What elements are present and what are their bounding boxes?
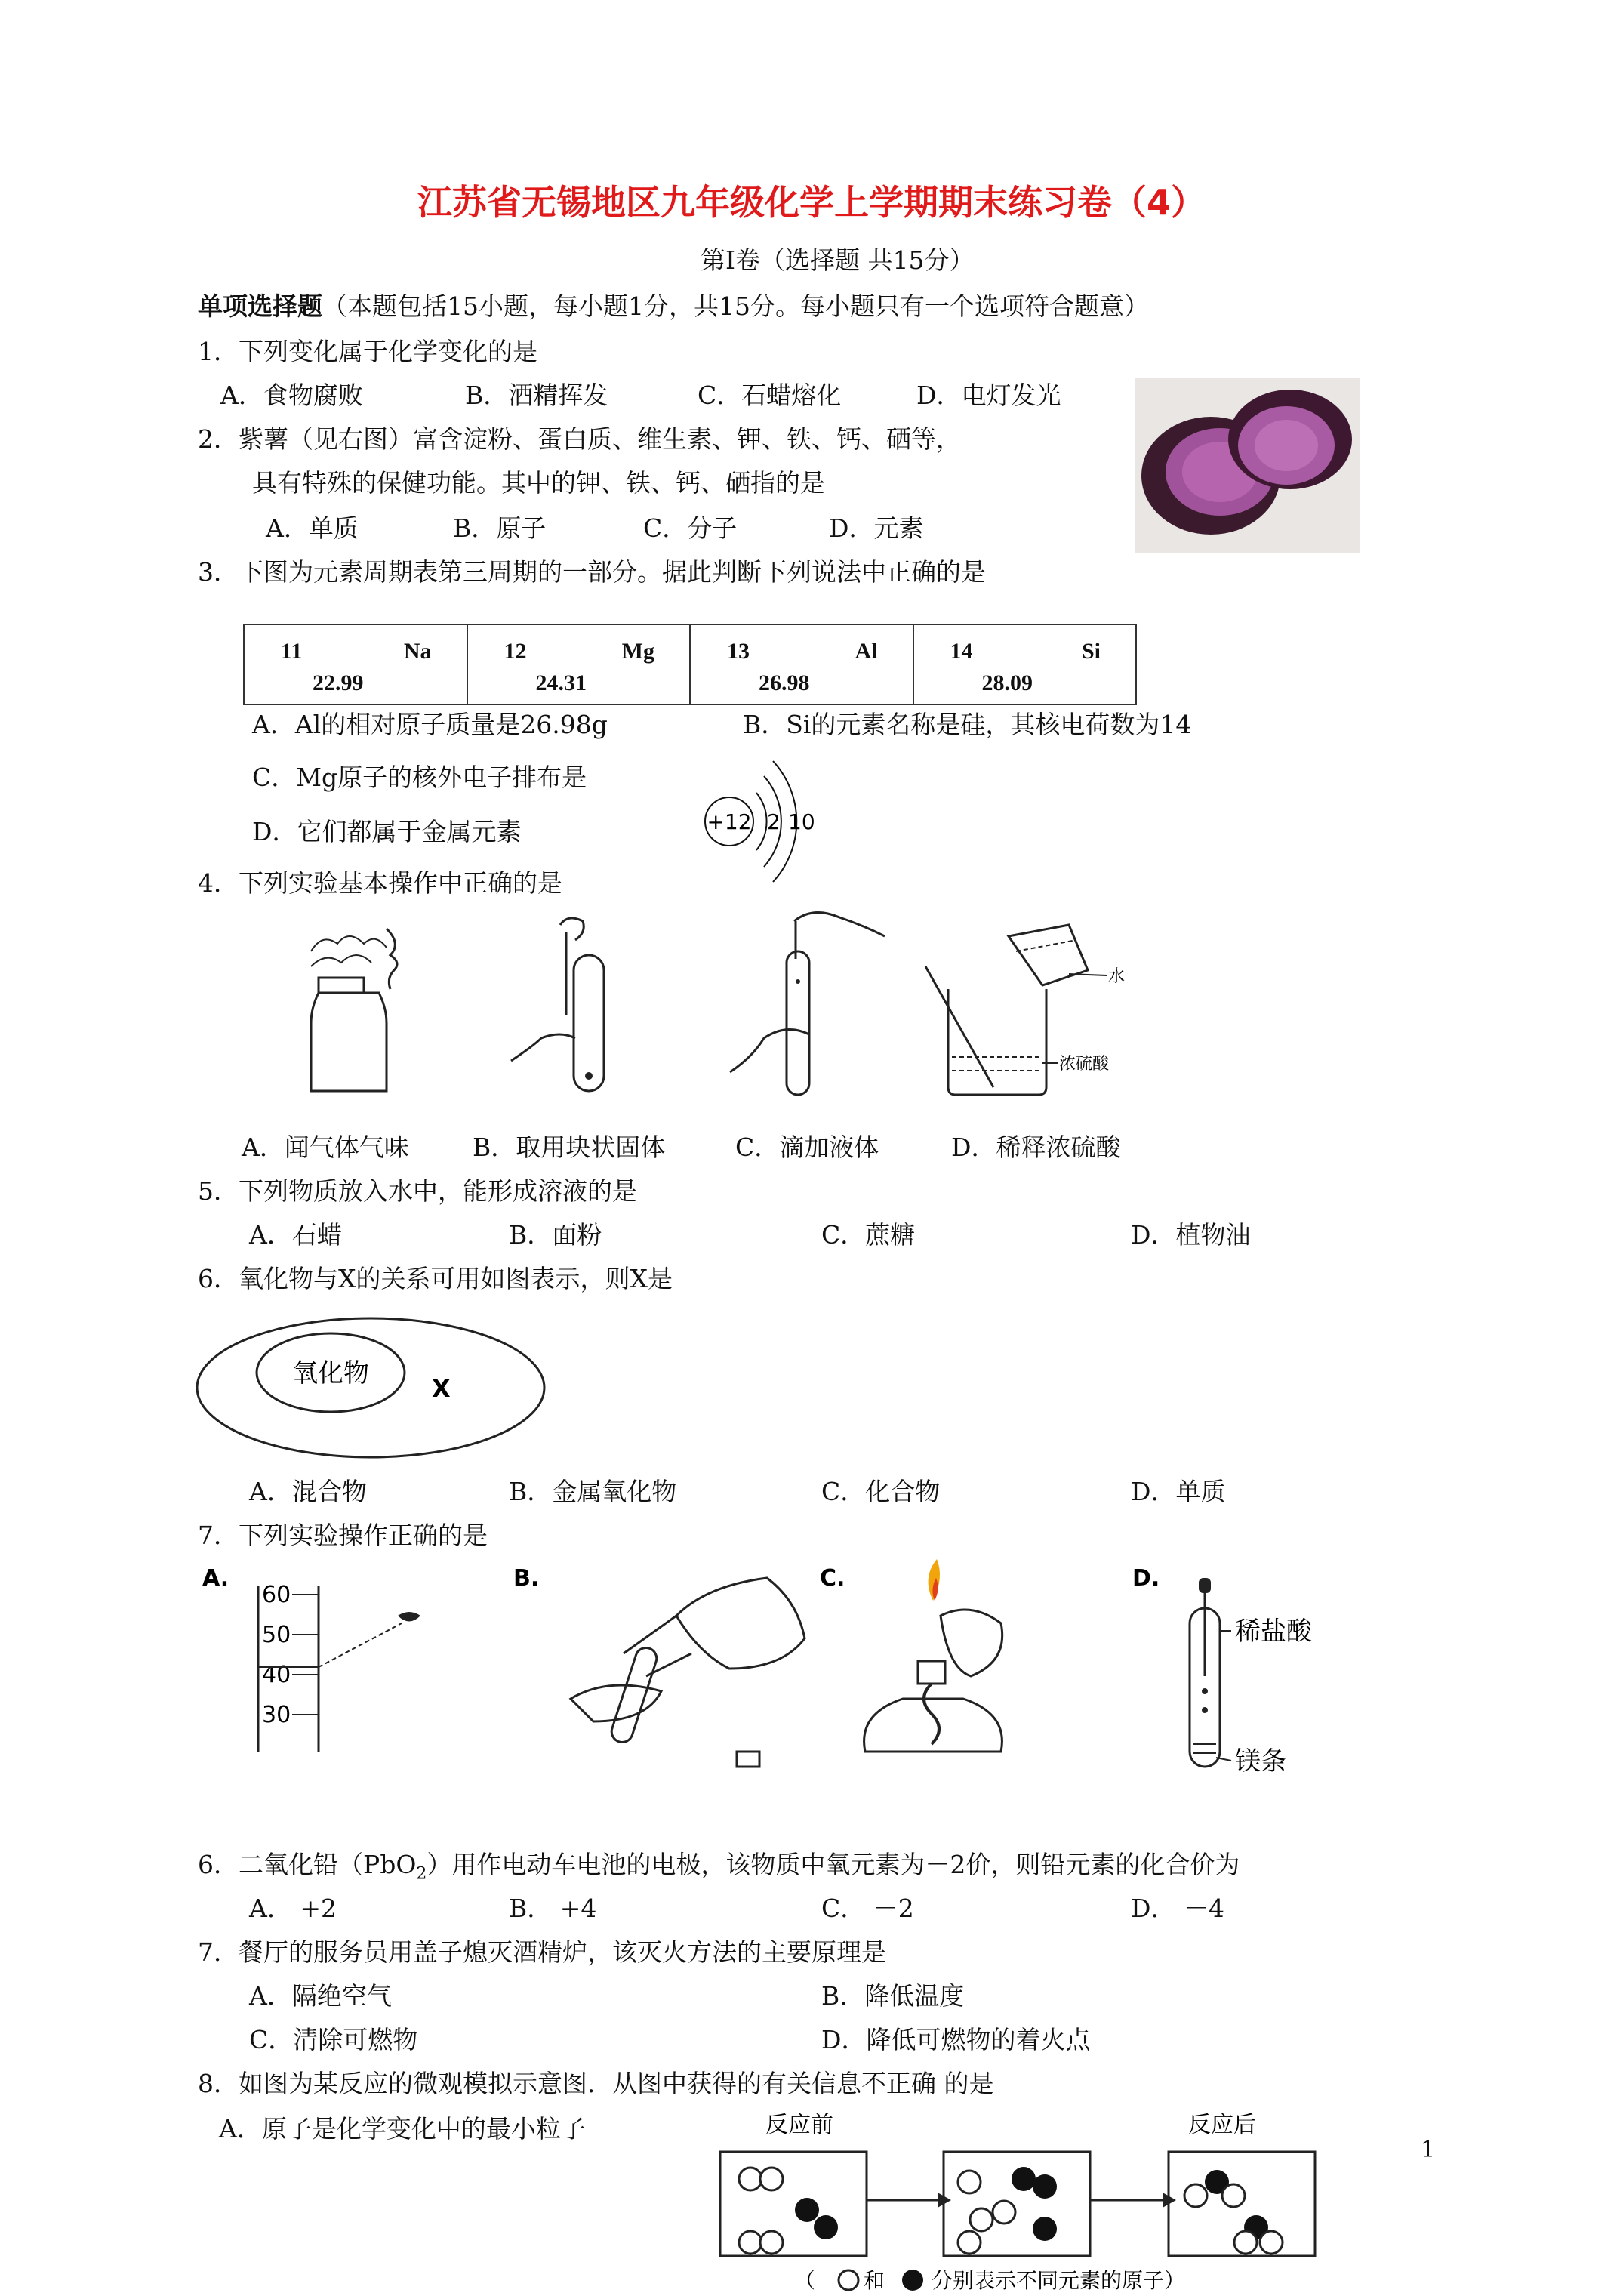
q6-option-c: C．化合物 xyxy=(821,1477,941,1506)
q3-option-d: D．它们都属于金属元素 xyxy=(252,817,522,846)
q7b-option-a: A．隔绝空气 xyxy=(249,1981,392,2011)
alcohol-lamp-illustration xyxy=(820,1555,1061,1774)
q5-option-d: D．植物油 xyxy=(1131,1220,1251,1250)
q7b-stem: 7．餐厅的服务员用盖子熄灭酒精炉，该灭火方法的主要原理是 xyxy=(198,1937,886,1967)
label-dilute-hcl: 稀盐酸 xyxy=(1235,1616,1312,1647)
atomic-mass: 22.99 xyxy=(313,670,364,695)
purple-sweet-potato-image xyxy=(1135,378,1360,553)
q7b-option-c: C．清除可燃物 xyxy=(249,2025,418,2054)
option-label-d: D. xyxy=(1132,1565,1160,1592)
q2-stem-line2: 具有特殊的保健功能。其中的钾、铁、钙、硒指的是 xyxy=(252,468,825,498)
q6-option-d: D．单质 xyxy=(1131,1477,1226,1506)
q2-option-d: D．元素 xyxy=(829,513,924,543)
legend-white-atom xyxy=(839,2270,858,2290)
element-symbol: Al xyxy=(855,639,878,664)
atomic-number: 14 xyxy=(950,639,973,664)
option-label-c: C. xyxy=(820,1565,845,1592)
x-label: X xyxy=(432,1374,451,1403)
q4-option-c: C．滴加液体 xyxy=(735,1133,879,1162)
instructions xyxy=(198,291,1149,322)
mg-atom-structure-diagram xyxy=(691,755,835,883)
element-cell-na xyxy=(245,625,468,704)
section-heading: 第Ⅰ卷（选择题 共15分） xyxy=(701,245,975,275)
page-number: 1 xyxy=(1421,2137,1436,2163)
nucleus-charge: +12 xyxy=(707,809,752,834)
q3-option-b: B．Si的元素名称是硅，其核电荷数为14 xyxy=(743,710,1192,739)
q6b-option-c: C． －2 xyxy=(821,1894,914,1923)
instructions-text: （本题包括15小题，每小题1分，共15分。每小题只有一个选项符合题意） xyxy=(322,291,1149,321)
q5-stem: 5．下列物质放入水中，能形成溶液的是 xyxy=(198,1176,637,1206)
oxide-label: 氧化物 xyxy=(292,1358,369,1388)
element-symbol: Mg xyxy=(621,639,654,664)
instructions-heading: 单项选择题 xyxy=(198,291,322,321)
reaction-micro-diagram xyxy=(713,2106,1317,2295)
pouring-liquid-illustration xyxy=(510,1555,827,1782)
q3-option-c: C．Mg原子的核外电子排布是 xyxy=(252,763,587,792)
label-conc-sulfuric-acid: 浓硫酸 xyxy=(1059,1055,1110,1074)
q2-stem-line1: 2．紫薯（见右图）富含淀粉、蛋白质、维生素、钾、铁、钙、硒等， xyxy=(198,424,961,454)
q7-stem: 7．下列实验操作正确的是 xyxy=(198,1521,488,1550)
test-tube-hcl-illustration xyxy=(1129,1555,1356,1782)
scale-50: 50 xyxy=(262,1622,291,1648)
legend-and: 和 xyxy=(864,2268,885,2293)
atomic-mass: 26.98 xyxy=(759,670,810,695)
q7b-option-b: B．降低温度 xyxy=(821,1981,965,2011)
q2-option-c: C．分子 xyxy=(643,513,738,543)
element-cell-al xyxy=(691,625,914,704)
q2-option-a: A．单质 xyxy=(266,513,359,543)
q6-option-a: A．混合物 xyxy=(249,1477,367,1506)
element-cell-si xyxy=(914,625,1136,704)
option-label-b: B. xyxy=(513,1565,540,1592)
q6b-stem-post: ）用作电动车电池的电极，该物质中氧元素为－2价，则铅元素的化合价为 xyxy=(427,1850,1240,1879)
q1-option-c: C．石蜡熔化 xyxy=(698,381,842,410)
element-cell-mg xyxy=(468,625,691,704)
label-mg-ribbon: 镁条 xyxy=(1235,1746,1286,1777)
q6-stem: 6．氧化物与X的关系可用如图表示，则X是 xyxy=(198,1264,673,1293)
adding-solid-illustration xyxy=(507,910,613,1106)
diluting-acid-illustration xyxy=(918,921,1129,1102)
q4-stem: 4．下列实验基本操作中正确的是 xyxy=(198,868,562,898)
q4-option-a: A．闻气体气味 xyxy=(242,1133,409,1162)
q5-option-b: B．面粉 xyxy=(509,1220,602,1250)
atomic-mass: 28.09 xyxy=(981,670,1033,695)
cylinder-reading-illustration xyxy=(198,1555,500,1752)
atomic-mass: 24.31 xyxy=(535,670,587,695)
q6b-option-b: B． +4 xyxy=(509,1894,597,1923)
q6-option-b: B．金属氧化物 xyxy=(509,1477,677,1506)
q1-option-d: D．电灯发光 xyxy=(916,381,1061,410)
q3-stem: 3．下图为元素周期表第三周期的一部分。据此判断下列说法中正确的是 xyxy=(198,557,986,587)
q3-option-a: A．Al的相对原子质量是26.98g xyxy=(252,710,608,739)
q8-stem: 8．如图为某反应的微观模拟示意图．从图中获得的有关信息不正确 的是 xyxy=(198,2069,994,2098)
q6b-option-d: D． －4 xyxy=(1131,1894,1224,1923)
legend-open-paren: （ xyxy=(794,2268,816,2293)
q2-option-b: B．原子 xyxy=(453,513,547,543)
legend-text: 分别表示不同元素的原子） xyxy=(932,2268,1186,2293)
smelling-gas-illustration xyxy=(296,921,409,1102)
oxide-relation-diagram xyxy=(193,1314,548,1462)
scale-40: 40 xyxy=(262,1662,291,1688)
element-symbol: Na xyxy=(403,639,432,664)
q6b-stem-sub: 2 xyxy=(416,1864,427,1884)
element-symbol: Si xyxy=(1081,639,1101,664)
q1-stem: 1．下列变化属于化学变化的是 xyxy=(198,337,537,366)
q5-option-a: A．石蜡 xyxy=(249,1220,342,1250)
q5-option-c: C．蔗糖 xyxy=(821,1220,916,1250)
atomic-number: 13 xyxy=(727,639,750,664)
q4-option-b: B．取用块状固体 xyxy=(473,1133,666,1162)
shell-electrons-2: 10 xyxy=(788,809,815,834)
atomic-number: 12 xyxy=(504,639,527,664)
periodic-table-fragment xyxy=(243,624,1137,705)
q1-option-b: B．酒精挥发 xyxy=(465,381,608,410)
shell-electrons-1: 2 xyxy=(767,809,781,834)
legend-black-atom xyxy=(902,2270,923,2291)
dropping-liquid-illustration xyxy=(726,906,885,1102)
atomic-number: 11 xyxy=(281,639,303,664)
q4-option-d: D．稀释浓硫酸 xyxy=(951,1133,1121,1162)
q7b-option-d: D．降低可燃物的着火点 xyxy=(821,2025,1091,2054)
option-label-a: A. xyxy=(202,1565,229,1592)
scale-30: 30 xyxy=(262,1702,291,1728)
scale-60: 60 xyxy=(262,1582,291,1608)
page-title: 江苏省无锡地区九年级化学上学期期末练习卷（4） xyxy=(417,182,1206,223)
label-before-reaction: 反应前 xyxy=(765,2112,833,2138)
q6b-option-a: A． +2 xyxy=(249,1894,337,1923)
q8-option-a: A．原子是化学变化中的最小粒子 xyxy=(219,2114,586,2143)
label-water: 水 xyxy=(1108,967,1126,986)
q6b-stem-pre: 6．二氧化铅（PbO xyxy=(198,1850,417,1879)
q1-option-a: A．食物腐败 xyxy=(220,381,363,410)
q6b-stem xyxy=(198,1850,1240,1885)
label-after-reaction: 反应后 xyxy=(1188,2112,1256,2138)
